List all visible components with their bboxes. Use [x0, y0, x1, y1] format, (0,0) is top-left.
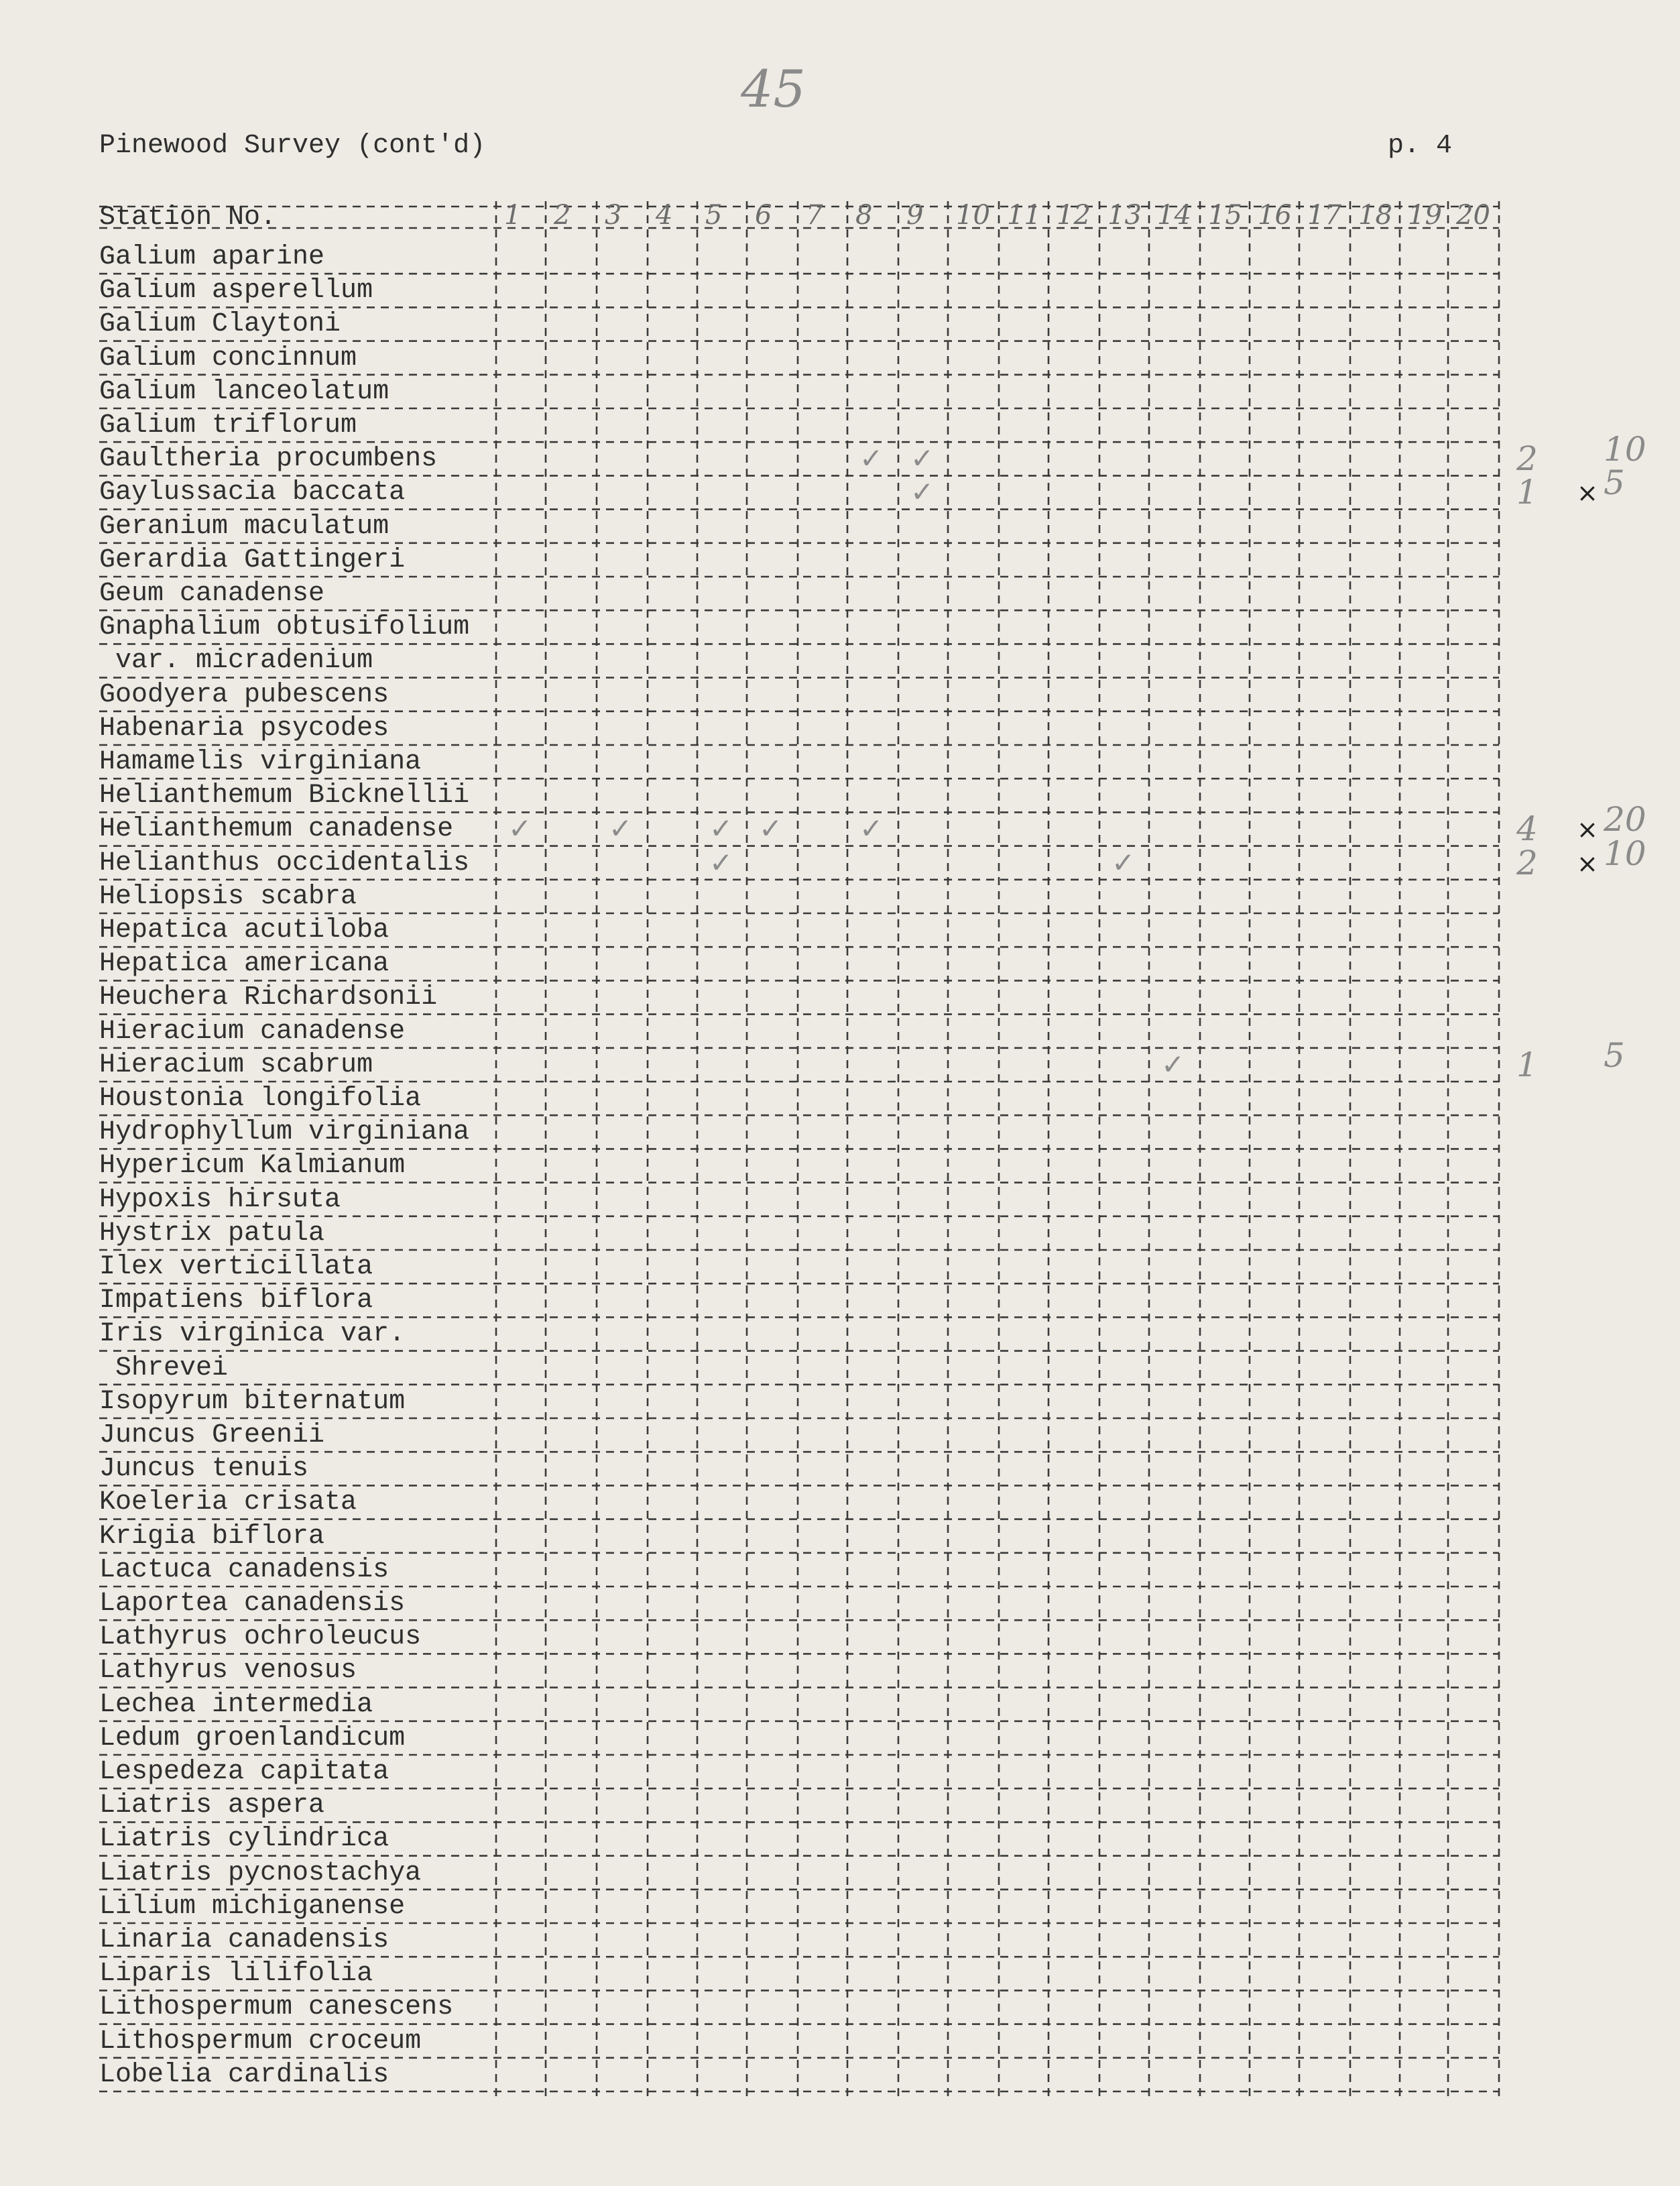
species-name: Gaylussacia baccata	[99, 477, 406, 508]
station-number: 18	[1358, 200, 1392, 231]
station-number: 16	[1258, 200, 1292, 231]
species-name: Laportea canadensis	[99, 1589, 406, 1619]
species-name: Hystrix patula	[99, 1218, 325, 1249]
species-name: Liparis lilifolia	[99, 1959, 373, 1990]
species-name: Heliopsis scabra	[99, 881, 357, 912]
margin-total: 5	[1604, 1035, 1625, 1075]
station-number: 13	[1107, 200, 1142, 231]
station-number: 20	[1456, 200, 1490, 231]
species-name: Juncus tenuis	[99, 1454, 309, 1485]
species-name: Hieracium canadense	[99, 1016, 406, 1047]
species-name: Impatiens biflora	[99, 1285, 373, 1316]
species-name: Krigia biflora	[99, 1521, 325, 1552]
margin-count: 2	[1516, 439, 1538, 479]
check-mark: ✓	[508, 812, 532, 846]
species-name: Linaria canadensis	[99, 1925, 389, 1955]
station-number: 1	[504, 200, 522, 231]
species-name: Liatris aspera	[99, 1790, 325, 1821]
margin-cross-mark: ×	[1577, 815, 1598, 845]
folio-number: 45	[741, 59, 806, 119]
station-number: 19	[1408, 200, 1442, 231]
check-mark: ✓	[910, 475, 935, 509]
species-name: Hepatica acutiloba	[99, 915, 389, 945]
species-name: Helianthemum canadense	[99, 814, 454, 845]
station-number: 15	[1208, 200, 1242, 231]
species-name: Hydrophyllum virginiana	[99, 1117, 470, 1148]
species-name: Lathyrus ochroleucus	[99, 1622, 422, 1653]
species-name: Galium lanceolatum	[99, 376, 389, 407]
station-number: 17	[1307, 200, 1341, 231]
species-name: Lithospermum croceum	[99, 2026, 422, 2057]
check-mark: ✓	[759, 812, 783, 846]
species-name: Liatris pycnostachya	[99, 1857, 422, 1888]
page-title: Pinewood Survey (cont'd)	[99, 131, 486, 161]
species-name: Iris virginica var.	[99, 1319, 406, 1350]
margin-count: 2	[1516, 843, 1538, 882]
margin-count: 4	[1516, 809, 1538, 849]
station-number: 14	[1157, 200, 1191, 231]
species-name: Lechea intermedia	[99, 1689, 373, 1720]
species-name: Galium concinnum	[99, 343, 357, 373]
species-name: Heuchera Richardsonii	[99, 982, 438, 1013]
check-mark: ✓	[910, 442, 935, 475]
species-name: Hamamelis virginiana	[99, 747, 422, 777]
station-number: 6	[755, 200, 772, 231]
page-number: p. 4	[1388, 131, 1453, 161]
species-name: Lilium michiganense	[99, 1891, 406, 1922]
species-name: Lithospermum canescens	[99, 1992, 454, 2023]
margin-count: 1	[1516, 1045, 1538, 1084]
station-number: 8	[855, 200, 873, 231]
station-number: 4	[656, 200, 673, 231]
species-name: Gaultheria procumbens	[99, 444, 438, 475]
check-mark: ✓	[709, 812, 733, 846]
margin-total: 20	[1604, 800, 1646, 840]
margin-cross-mark: ×	[1577, 478, 1598, 508]
species-name: Shrevei	[99, 1353, 229, 1383]
species-name: Hypoxis hirsuta	[99, 1184, 341, 1215]
station-number: 12	[1057, 200, 1091, 231]
station-number: 3	[605, 200, 622, 231]
margin-count: 1	[1516, 473, 1538, 512]
check-mark: ✓	[709, 846, 733, 879]
species-name: Galium triflorum	[99, 410, 357, 441]
species-name: Ilex verticillata	[99, 1252, 373, 1282]
station-number: 2	[554, 200, 571, 231]
species-name: Habenaria psycodes	[99, 713, 389, 744]
check-mark: ✓	[1112, 846, 1136, 879]
station-number: 7	[806, 200, 823, 231]
species-name: Galium asperellum	[99, 276, 373, 306]
margin-total: 5	[1604, 463, 1625, 503]
check-mark: ✓	[609, 812, 633, 846]
species-name: Geranium maculatum	[99, 511, 389, 542]
species-name: Ledum groenlandicum	[99, 1723, 406, 1753]
margin-total: 10	[1604, 833, 1646, 873]
species-name: Galium Claytoni	[99, 309, 341, 340]
species-name: Isopyrum biternatum	[99, 1386, 406, 1417]
species-name: Houstonia longifolia	[99, 1084, 422, 1114]
species-name: Lobelia cardinalis	[99, 2059, 389, 2090]
species-name: Liatris cylindrica	[99, 1824, 389, 1855]
station-number: 11	[1007, 200, 1041, 231]
species-name: Helianthemum Bicknellii	[99, 781, 470, 811]
species-name: Lactuca canadensis	[99, 1554, 389, 1585]
species-name: Hieracium scabrum	[99, 1049, 373, 1080]
check-mark: ✓	[1161, 1047, 1185, 1081]
species-name: Hepatica americana	[99, 949, 389, 980]
species-name: var. micradenium	[99, 646, 373, 677]
species-name: Goodyera pubescens	[99, 679, 389, 710]
species-name: Hypericum Kalmianum	[99, 1151, 406, 1182]
station-number: 10	[956, 200, 990, 231]
station-number: 5	[705, 200, 723, 231]
check-mark: ✓	[859, 812, 884, 846]
species-name: Geum canadense	[99, 579, 325, 609]
species-name: Juncus Greenii	[99, 1420, 325, 1450]
species-name: Koeleria crisata	[99, 1487, 357, 1518]
species-name: Gerardia Gattingeri	[99, 544, 406, 575]
station-header-label: Station No.	[99, 203, 277, 233]
check-mark: ✓	[859, 442, 884, 475]
species-name: Galium aparine	[99, 242, 325, 272]
species-name: Gnaphalium obtusifolium	[99, 612, 470, 643]
margin-cross-mark: ×	[1577, 848, 1598, 878]
species-name: Lathyrus venosus	[99, 1656, 357, 1686]
station-number: 9	[906, 200, 924, 231]
margin-total: 10	[1604, 430, 1646, 469]
species-name: Helianthus occidentalis	[99, 848, 470, 878]
species-name: Lespedeza capitata	[99, 1757, 389, 1787]
